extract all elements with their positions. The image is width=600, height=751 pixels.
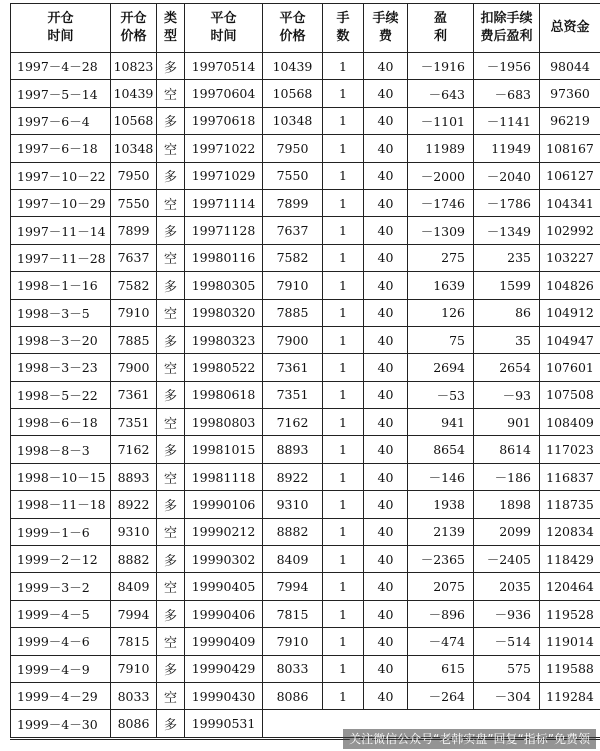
cell-total-funds: 96219 — [540, 107, 600, 134]
header-fee: 手续 费 — [364, 4, 408, 53]
cell-close-time: 19971114 — [185, 189, 263, 216]
cell-profit: －643 — [408, 80, 474, 107]
cell-type: 空 — [157, 299, 185, 326]
cell-net: 235 — [474, 244, 540, 271]
cell-total-funds: 119528 — [540, 600, 600, 627]
table-row — [11, 381, 600, 408]
cell-lots: 1 — [323, 272, 364, 299]
cell-type: 空 — [157, 135, 185, 162]
cell-lots: 1 — [323, 655, 364, 682]
cell-total-funds: 118429 — [540, 546, 600, 573]
cell-close-time: 19981118 — [185, 463, 263, 490]
cell-close-price: 7885 — [263, 299, 323, 326]
cell-close-price: 10439 — [263, 53, 323, 80]
cell-net: 2035 — [474, 573, 540, 600]
cell-open-price: 10348 — [111, 135, 157, 162]
cell-type: 多 — [157, 162, 185, 189]
cell-close-time: 19990212 — [185, 518, 263, 545]
cell-close-price — [263, 710, 323, 738]
cell-profit: －2000 — [408, 162, 474, 189]
table-row — [11, 600, 600, 627]
cell-total-funds: 107601 — [540, 354, 600, 381]
cell-total-funds: 107508 — [540, 381, 600, 408]
cell-open-price: 7885 — [111, 326, 157, 353]
cell-close-price: 8086 — [263, 682, 323, 709]
cell-open-time: 1999－4－9 — [11, 655, 111, 682]
cell-net: －1349 — [474, 217, 540, 244]
cell-total-funds: 97360 — [540, 80, 600, 107]
cell-profit: 615 — [408, 655, 474, 682]
cell-open-price: 7361 — [111, 381, 157, 408]
cell-lots: 1 — [323, 381, 364, 408]
cell-open-time: 1998－5－22 — [11, 381, 111, 408]
cell-total-funds: 118735 — [540, 491, 600, 518]
cell-close-time: 19990302 — [185, 546, 263, 573]
table-row — [11, 491, 600, 518]
cell-total-funds: 119284 — [540, 682, 600, 709]
cell-type: 多 — [157, 546, 185, 573]
cell-close-time: 19990406 — [185, 600, 263, 627]
cell-close-price: 7361 — [263, 354, 323, 381]
cell-fee: 40 — [364, 436, 408, 463]
cell-net: 1898 — [474, 491, 540, 518]
cell-total-funds: 108409 — [540, 409, 600, 436]
cell-net: －2405 — [474, 546, 540, 573]
cell-open-time: 1998－3－23 — [11, 354, 111, 381]
header-net-profit: 扣除手续 费后盈利 — [474, 4, 540, 53]
cell-type: 空 — [157, 189, 185, 216]
cell-close-time: 19971029 — [185, 162, 263, 189]
cell-net: －186 — [474, 463, 540, 490]
cell-open-time: 1999－1－6 — [11, 518, 111, 545]
cell-fee: 40 — [364, 189, 408, 216]
cell-fee: 40 — [364, 463, 408, 490]
cell-lots: 1 — [323, 600, 364, 627]
cell-lots: 1 — [323, 135, 364, 162]
table-row — [11, 272, 600, 299]
table-row — [11, 326, 600, 353]
cell-open-price: 8882 — [111, 546, 157, 573]
table-body — [11, 53, 600, 739]
cell-open-time: 1997－4－28 — [11, 53, 111, 80]
cell-open-price: 8409 — [111, 573, 157, 600]
cell-close-time: 19980803 — [185, 409, 263, 436]
cell-open-time: 1999－4－29 — [11, 682, 111, 709]
cell-open-time: 1997－10－29 — [11, 189, 111, 216]
cell-lots: 1 — [323, 463, 364, 490]
cell-close-time: 19971128 — [185, 217, 263, 244]
header-close-time: 平仓 时间 — [185, 4, 263, 53]
trade-records-table — [10, 3, 600, 740]
cell-fee: 40 — [364, 162, 408, 189]
cell-total-funds: 102992 — [540, 217, 600, 244]
cell-close-price: 8033 — [263, 655, 323, 682]
table-row — [11, 354, 600, 381]
cell-profit: －474 — [408, 628, 474, 655]
cell-fee: 40 — [364, 381, 408, 408]
cell-open-time: 1998－10－15 — [11, 463, 111, 490]
cell-profit: 75 — [408, 326, 474, 353]
cell-fee: 40 — [364, 409, 408, 436]
cell-open-time: 1998－1－16 — [11, 272, 111, 299]
cell-total-funds: 104912 — [540, 299, 600, 326]
cell-close-price: 7910 — [263, 272, 323, 299]
cell-close-price: 7582 — [263, 244, 323, 271]
cell-close-price: 10568 — [263, 80, 323, 107]
cell-type: 多 — [157, 107, 185, 134]
table-row — [11, 217, 600, 244]
cell-close-time: 19971022 — [185, 135, 263, 162]
cell-close-time: 19990531 — [185, 710, 263, 738]
cell-open-price: 7910 — [111, 655, 157, 682]
watermark-banner: 关注微信公众号“老韩实盘”回复“指标”免费领 — [343, 729, 596, 749]
cell-close-price: 7550 — [263, 162, 323, 189]
cell-open-price: 7815 — [111, 628, 157, 655]
cell-total-funds: 119588 — [540, 655, 600, 682]
cell-open-price: 10439 — [111, 80, 157, 107]
cell-profit: －1746 — [408, 189, 474, 216]
cell-close-time: 19980320 — [185, 299, 263, 326]
cell-fee: 40 — [364, 655, 408, 682]
cell-fee: 40 — [364, 546, 408, 573]
cell-close-time: 19980323 — [185, 326, 263, 353]
cell-total-funds: 119014 — [540, 628, 600, 655]
cell-open-time: 1999－4－5 — [11, 600, 111, 627]
cell-lots: 1 — [323, 436, 364, 463]
cell-type: 多 — [157, 710, 185, 738]
cell-type: 空 — [157, 409, 185, 436]
cell-total-funds: 120464 — [540, 573, 600, 600]
cell-close-time: 19981015 — [185, 436, 263, 463]
cell-type: 多 — [157, 217, 185, 244]
cell-total-funds: 106127 — [540, 162, 600, 189]
cell-close-time: 19990409 — [185, 628, 263, 655]
cell-total-funds: 103227 — [540, 244, 600, 271]
cell-profit: 941 — [408, 409, 474, 436]
cell-close-price: 7162 — [263, 409, 323, 436]
cell-open-time: 1998－11－18 — [11, 491, 111, 518]
cell-open-time: 1997－10－22 — [11, 162, 111, 189]
cell-lots: 1 — [323, 244, 364, 271]
cell-profit: －896 — [408, 600, 474, 627]
cell-net: －514 — [474, 628, 540, 655]
cell-close-time: 19980522 — [185, 354, 263, 381]
header-lots: 手 数 — [323, 4, 364, 53]
table-row — [11, 80, 600, 107]
cell-close-price: 7637 — [263, 217, 323, 244]
table-row — [11, 135, 600, 162]
cell-open-price: 7550 — [111, 189, 157, 216]
cell-profit: 275 — [408, 244, 474, 271]
cell-profit: 2075 — [408, 573, 474, 600]
cell-open-price: 7351 — [111, 409, 157, 436]
cell-open-price: 7900 — [111, 354, 157, 381]
cell-open-time: 1997－5－14 — [11, 80, 111, 107]
cell-lots: 1 — [323, 326, 364, 353]
cell-close-price: 10348 — [263, 107, 323, 134]
cell-open-price: 9310 — [111, 518, 157, 545]
cell-close-price: 8922 — [263, 463, 323, 490]
cell-profit: 126 — [408, 299, 474, 326]
cell-net: 8614 — [474, 436, 540, 463]
cell-net: 35 — [474, 326, 540, 353]
cell-type: 空 — [157, 80, 185, 107]
cell-lots: 1 — [323, 107, 364, 134]
cell-net: 86 — [474, 299, 540, 326]
cell-fee: 40 — [364, 354, 408, 381]
cell-profit: －264 — [408, 682, 474, 709]
cell-close-price: 7899 — [263, 189, 323, 216]
cell-fee: 40 — [364, 299, 408, 326]
cell-net: 2654 — [474, 354, 540, 381]
cell-type: 空 — [157, 244, 185, 271]
cell-type: 多 — [157, 326, 185, 353]
cell-close-price: 7950 — [263, 135, 323, 162]
cell-profit: －2365 — [408, 546, 474, 573]
cell-close-price: 8893 — [263, 436, 323, 463]
header-close-price: 平仓 价格 — [263, 4, 323, 53]
cell-close-time: 19990106 — [185, 491, 263, 518]
cell-fee: 40 — [364, 518, 408, 545]
cell-net: 11949 — [474, 135, 540, 162]
cell-type: 多 — [157, 491, 185, 518]
cell-open-price: 10568 — [111, 107, 157, 134]
cell-profit: －1101 — [408, 107, 474, 134]
cell-type: 空 — [157, 463, 185, 490]
cell-close-price: 8882 — [263, 518, 323, 545]
cell-lots: 1 — [323, 628, 364, 655]
table-row — [11, 299, 600, 326]
cell-close-price: 7351 — [263, 381, 323, 408]
cell-open-time: 1997－6－18 — [11, 135, 111, 162]
cell-open-price: 8922 — [111, 491, 157, 518]
cell-lots: 1 — [323, 80, 364, 107]
cell-close-time: 19980305 — [185, 272, 263, 299]
header-open-price: 开仓 价格 — [111, 4, 157, 53]
header-open-time: 开仓 时间 — [11, 4, 111, 53]
table-row — [11, 409, 600, 436]
cell-open-time: 1997－6－4 — [11, 107, 111, 134]
table-row — [11, 53, 600, 80]
cell-type: 空 — [157, 354, 185, 381]
cell-open-time: 1998－6－18 — [11, 409, 111, 436]
cell-type: 多 — [157, 272, 185, 299]
cell-fee: 40 — [364, 682, 408, 709]
cell-close-time: 19980116 — [185, 244, 263, 271]
cell-net: －93 — [474, 381, 540, 408]
cell-fee: 40 — [364, 53, 408, 80]
cell-open-time: 1997－11－14 — [11, 217, 111, 244]
cell-close-time: 19980618 — [185, 381, 263, 408]
cell-net: －683 — [474, 80, 540, 107]
cell-profit: －1309 — [408, 217, 474, 244]
cell-fee: 40 — [364, 326, 408, 353]
cell-close-price: 7900 — [263, 326, 323, 353]
table-row — [11, 682, 600, 709]
cell-close-price: 7815 — [263, 600, 323, 627]
table-row — [11, 189, 600, 216]
cell-close-price: 9310 — [263, 491, 323, 518]
cell-profit: －146 — [408, 463, 474, 490]
cell-net: 2099 — [474, 518, 540, 545]
table-row — [11, 628, 600, 655]
header-row — [11, 4, 600, 53]
table-row — [11, 436, 600, 463]
cell-open-time: 1998－8－3 — [11, 436, 111, 463]
cell-total-funds: 104341 — [540, 189, 600, 216]
table-row — [11, 463, 600, 490]
cell-open-price: 7582 — [111, 272, 157, 299]
cell-net: －1956 — [474, 53, 540, 80]
cell-fee: 40 — [364, 491, 408, 518]
header-total-funds: 总资金 — [540, 4, 600, 53]
table-row — [11, 655, 600, 682]
table-row — [11, 546, 600, 573]
cell-open-price: 7162 — [111, 436, 157, 463]
table-row — [11, 518, 600, 545]
cell-net: －1786 — [474, 189, 540, 216]
cell-total-funds: 108167 — [540, 135, 600, 162]
header-profit: 盈 利 — [408, 4, 474, 53]
cell-close-price: 8409 — [263, 546, 323, 573]
cell-total-funds: 104826 — [540, 272, 600, 299]
cell-open-price: 7950 — [111, 162, 157, 189]
cell-close-time: 19970514 — [185, 53, 263, 80]
cell-fee: 40 — [364, 244, 408, 271]
cell-type: 多 — [157, 53, 185, 80]
cell-type: 多 — [157, 655, 185, 682]
cell-open-time: 1998－3－20 — [11, 326, 111, 353]
cell-lots: 1 — [323, 299, 364, 326]
cell-profit: 11989 — [408, 135, 474, 162]
cell-close-price: 7994 — [263, 573, 323, 600]
cell-fee: 40 — [364, 628, 408, 655]
cell-type: 空 — [157, 682, 185, 709]
cell-net: －2040 — [474, 162, 540, 189]
cell-close-time: 19990405 — [185, 573, 263, 600]
cell-open-price: 8086 — [111, 710, 157, 738]
cell-type: 多 — [157, 381, 185, 408]
table-row — [11, 244, 600, 271]
cell-total-funds: 116837 — [540, 463, 600, 490]
table-row — [11, 573, 600, 600]
cell-type: 空 — [157, 628, 185, 655]
cell-total-funds: 98044 — [540, 53, 600, 80]
cell-profit: －1916 — [408, 53, 474, 80]
cell-fee: 40 — [364, 272, 408, 299]
cell-open-price: 7910 — [111, 299, 157, 326]
cell-fee: 40 — [364, 107, 408, 134]
table-row — [11, 162, 600, 189]
cell-lots: 1 — [323, 217, 364, 244]
cell-open-time: 1999－4－30 — [11, 710, 111, 738]
cell-lots: 1 — [323, 354, 364, 381]
cell-close-time: 19990429 — [185, 655, 263, 682]
cell-profit: 1639 — [408, 272, 474, 299]
cell-total-funds: 117023 — [540, 436, 600, 463]
cell-profit: 8654 — [408, 436, 474, 463]
cell-open-time: 1998－3－5 — [11, 299, 111, 326]
cell-open-price: 7899 — [111, 217, 157, 244]
cell-lots: 1 — [323, 518, 364, 545]
cell-lots: 1 — [323, 682, 364, 709]
table-row — [11, 107, 600, 134]
cell-net: －304 — [474, 682, 540, 709]
cell-type: 多 — [157, 600, 185, 627]
cell-type: 空 — [157, 518, 185, 545]
cell-close-time: 19970618 — [185, 107, 263, 134]
cell-type: 空 — [157, 573, 185, 600]
cell-open-time: 1999－2－12 — [11, 546, 111, 573]
cell-close-time: 19990430 — [185, 682, 263, 709]
cell-profit: 1938 — [408, 491, 474, 518]
cell-lots: 1 — [323, 53, 364, 80]
cell-profit: 2694 — [408, 354, 474, 381]
header-type: 类 型 — [157, 4, 185, 53]
cell-lots: 1 — [323, 573, 364, 600]
cell-profit: －53 — [408, 381, 474, 408]
cell-open-time: 1997－11－28 — [11, 244, 111, 271]
cell-net: 1599 — [474, 272, 540, 299]
cell-open-price: 7994 — [111, 600, 157, 627]
cell-net: 901 — [474, 409, 540, 436]
cell-fee: 40 — [364, 217, 408, 244]
cell-lots: 1 — [323, 491, 364, 518]
cell-close-price: 7910 — [263, 628, 323, 655]
cell-open-price: 8893 — [111, 463, 157, 490]
cell-fee: 40 — [364, 573, 408, 600]
cell-net: 575 — [474, 655, 540, 682]
cell-fee: 40 — [364, 600, 408, 627]
cell-fee: 40 — [364, 80, 408, 107]
cell-open-time: 1999－3－2 — [11, 573, 111, 600]
cell-type: 多 — [157, 436, 185, 463]
cell-open-price: 8033 — [111, 682, 157, 709]
cell-lots: 1 — [323, 546, 364, 573]
cell-open-time: 1999－4－6 — [11, 628, 111, 655]
cell-close-time: 19970604 — [185, 80, 263, 107]
cell-lots: 1 — [323, 189, 364, 216]
cell-lots: 1 — [323, 409, 364, 436]
cell-lots: 1 — [323, 162, 364, 189]
cell-open-price: 10823 — [111, 53, 157, 80]
cell-total-funds: 120834 — [540, 518, 600, 545]
cell-net: －1141 — [474, 107, 540, 134]
cell-profit: 2139 — [408, 518, 474, 545]
cell-net: －936 — [474, 600, 540, 627]
cell-open-price: 7637 — [111, 244, 157, 271]
cell-fee: 40 — [364, 135, 408, 162]
cell-total-funds: 104947 — [540, 326, 600, 353]
